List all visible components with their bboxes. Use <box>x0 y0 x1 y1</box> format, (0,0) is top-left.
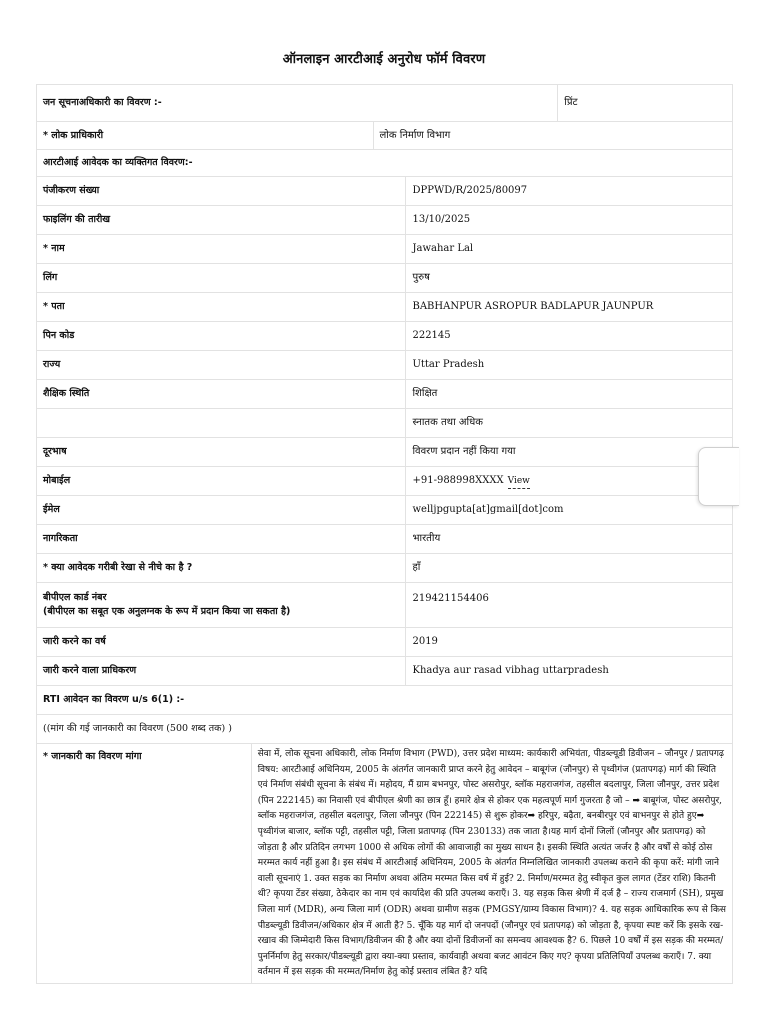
email-label: ईमेल <box>37 496 406 524</box>
email-row <box>36 496 733 525</box>
state-value: Uttar Pradesh <box>406 351 733 379</box>
state-row <box>36 351 733 380</box>
pincode-row <box>36 322 733 351</box>
bpl-card-label-line2: (बीपीएल का सबूत एक अनुलग्नक के रूप में प्रदान किया जा सकता है) <box>43 606 291 617</box>
rti-detail-table <box>36 84 733 984</box>
authority-row <box>36 122 733 150</box>
issuing-authority-value: Khadya aur rasad vibhag uttarpradesh <box>406 657 733 685</box>
bpl-row <box>36 554 733 583</box>
filing-date-row <box>36 206 733 235</box>
mobile-value-cell <box>406 467 733 495</box>
pincode-label: पिन कोड <box>37 322 406 350</box>
address-label: * पता <box>37 293 406 321</box>
issuing-authority-row <box>36 657 733 686</box>
citizenship-value: भारतीय <box>406 525 733 553</box>
info-row <box>36 744 733 984</box>
issue-year-row <box>36 628 733 657</box>
rti-note-row <box>36 715 733 744</box>
mobile-row <box>36 467 733 496</box>
gender-value: पुरुष <box>406 264 733 292</box>
mobile-value: +91-988998XXXX <box>412 475 504 486</box>
bpl-card-value: 219421154406 <box>406 583 733 627</box>
authority-value: लोक निर्माण विभाग <box>374 122 733 149</box>
registration-row <box>36 177 733 206</box>
education-value: शिक्षित <box>406 380 733 408</box>
pincode-value: 222145 <box>406 322 733 350</box>
registration-value: DPPWD/R/2025/80097 <box>406 177 733 205</box>
print-link[interactable]: प्रिंट <box>558 85 733 121</box>
authority-label: * लोक प्राधिकारी <box>37 122 374 149</box>
info-text: सेवा में, लोक सूचना अधिकारी, लोक निर्माण विभाग (PWD), उत्तर प्रदेश माध्यम: कार्यकारी अभियंता, पीडब्ल्यूडी डिवीजन – जौनपुर / प्रतापगढ़ विषय: आरटीआई अधिनियम, 2005 के अंतर्गत जानकारी प्राप्त करने हेतु आवेदन – बाबूगंज (जौनपुर) से पृथ्वीगंज (प्रतापगढ़) मार्ग की स्थिति एवं निर्माण संबंधी सूचना के संबंध में। महोदय, मैं ग्राम बभनपुर, पोस्ट असरोपुर, ब्लॉक महराजगंज, तहसील बदलापुर, जिला जौनपुर, उत्तर प्रदेश (पिन 222145) का निवासी एवं बीपीएल श्रेणी का छात्र हूँ। हमारे क्षेत्र से होकर एक महत्वपूर्ण मार्ग गुजरता है जो – ➡ बाबूगंज, पोस्ट असरोपुर, ब्लॉक महराजगंज, तहसील बदलापुर, जिला जौनपुर (पिन 222145) से शुरू होकर➡ हरिपुर, बढ़ैता, बनबीरपुर एवं बाभनपुर से होते हुए➡ पृथ्वीगंज बाजार, ब्लॉक पट्टी, तहसील पट्टी, जिला प्रतापगढ़ (पिन 230133) तक जाता है।यह मार्ग दोनों जिलों (जौनपुर और प्रतापगढ़) को जोड़ता है और प्रतिदिन लगभग 1000 से अधिक लोगों की आवाजाही का मुख्य साधन है। इसकी स्थिति अत्यंत जर्जर है और वर्षों से कोई ठोस मरम्मत कार्य नहीं हुआ है। इस संबंध में आरटीआई अधिनियम, 2005 के अंतर्गत निम्नलिखित जानकारी उपलब्ध कराने की कृपा करें: मांगी जाने वाली सूचनाएं 1. उक्त सड़क का निर्माण अथवा अंतिम मरम्मत किस वर्ष में हुई? 2. निर्माण/मरम्मत हेतु स्वीकृत कुल लागत (टेंडर राशि) कितनी थी? कृपया टेंडर संख्या, ठेकेदार का नाम एवं कार्यादेश की प्रति उपलब्ध कराएँ। 3. यह सड़क किस श्रेणी में दर्ज है – राज्य राजमार्ग (SH), प्रमुख जिला मार्ग (MDR), अन्य जिला मार्ग (ODR) अथवा ग्रामीण सड़क (PMGSY/ग्राम्य विकास विभाग)? 4. यह सड़क आधिकारिक रूप से किस पीडब्ल्यूडी डिवीजन/अधिकार क्षेत्र में आती है? 5. चूँकि यह मार्ग दो जनपदों (जौनपुर एवं प्रतापगढ़) को जोड़ता है, कृपया स्पष्ट करें कि इसके रख-रखाव की जिम्मेदारी किस विभाग/डिवीजन की है और क्या दोनों डिवीजनों का समन्वय आवश्यक है? 6. पिछले 10 वर्षों में इस सड़क की मरम्मत/पुनर्निर्माण हेतु सरकार/पीडब्ल्यूडी द्वारा क्या-क्या प्रस्ताव, कार्यवाही अथवा बजट आवंटन किए गए? कृपया प्रतिलिपियाँ उपलब्ध कराएँ। 7. क्या वर्तमान में इस सड़क की मरम्मत/निर्माण हेतु कोई प्रस्ताव लंबित है? यदि <box>252 744 733 983</box>
info-label: * जानकारी का विवरण मांगा <box>37 744 252 983</box>
rti-heading: RTI आवेदन का विवरण u/s 6(1) :- <box>37 686 733 714</box>
citizenship-row <box>36 525 733 554</box>
phone-value: विवरण प्रदान नहीं किया गया <box>406 438 733 466</box>
mobile-view-link[interactable]: View <box>508 474 530 489</box>
address-value: BABHANPUR ASROPUR BADLAPUR JAUNPUR <box>406 293 733 321</box>
applicant-heading: आरटीआई आवेदक का व्यक्तिगत विवरण:- <box>37 150 733 176</box>
rti-note: ((मांग की गई जानकारी का विवरण (500 शब्द तक) ) <box>37 715 733 743</box>
state-label: राज्य <box>37 351 406 379</box>
issue-year-value: 2019 <box>406 628 733 656</box>
name-row <box>36 235 733 264</box>
bpl-card-label-line1: बीपीएल कार्ड नंबर <box>43 592 107 603</box>
gender-label: लिंग <box>37 264 406 292</box>
bpl-card-row <box>36 583 733 628</box>
name-value: Jawahar Lal <box>406 235 733 263</box>
name-label: * नाम <box>37 235 406 263</box>
citizenship-label: नागरिकता <box>37 525 406 553</box>
bpl-label: * क्या आवेदक गरीबी रेखा से नीचे का है ? <box>37 554 406 582</box>
education-sub-label <box>37 409 406 437</box>
education-sub-value: स्नातक तथा अधिक <box>406 409 733 437</box>
email-value: welljpgupta[at]gmail[dot]com <box>406 496 733 524</box>
issue-year-label: जारी करने का वर्ष <box>37 628 406 656</box>
filing-date-label: फाइलिंग की तारीख <box>37 206 406 234</box>
education-sub-row <box>36 409 733 438</box>
address-row <box>36 293 733 322</box>
bpl-card-label <box>37 583 406 627</box>
registration-label: पंजीकरण संख्या <box>37 177 406 205</box>
bpl-value: हाँ <box>406 554 733 582</box>
phone-label: दूरभाष <box>37 438 406 466</box>
pio-heading: जन सूचनाअधिकारी का विवरण :- <box>37 85 558 121</box>
mobile-label: मोबाईल <box>37 467 406 495</box>
page-title: ऑनलाइन आरटीआई अनुरोध फॉर्म विवरण <box>282 52 486 67</box>
pio-heading-row <box>36 85 733 122</box>
education-row <box>36 380 733 409</box>
phone-row <box>36 438 733 467</box>
issuing-authority-label: जारी करने वाला प्राधिकरण <box>37 657 406 685</box>
gender-row <box>36 264 733 293</box>
filing-date-value: 13/10/2025 <box>406 206 733 234</box>
applicant-heading-row <box>36 150 733 177</box>
rti-heading-row <box>36 686 733 715</box>
floating-side-tab[interactable] <box>698 447 739 506</box>
education-label: शैक्षिक स्थिति <box>37 380 406 408</box>
